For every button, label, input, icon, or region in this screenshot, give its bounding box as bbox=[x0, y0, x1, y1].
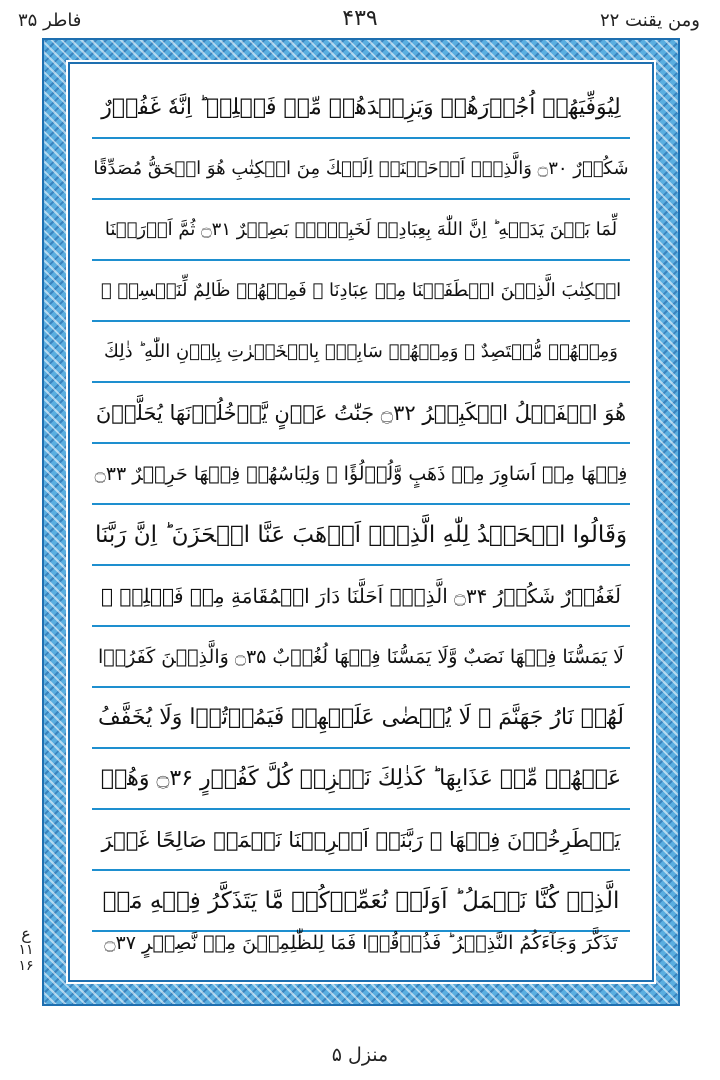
verse-line: لَهُمۡ نَارُ جَهَنَّمَ ۚ لَا یُقۡضٰی عَلَیۡهِمۡ فَیَمُوۡتُوۡا وَلَا یُخَفَّفُ bbox=[92, 688, 630, 749]
verse-line: لَا یَمَسُّنَا فِیۡهَا نَصَبٌ وَّلَا یَمَسُّنَا فِیۡهَا لُغُوۡبٌ ۝۳۵ وَالَّذِیۡنَ كَفَرُوۡا bbox=[92, 627, 630, 688]
verse-line: لَغَفُوۡرٌ شَكُوۡرُ ۝۳۴ الَّذِیۡۤ اَحَلَّنَا دَارَ الۡمُقَامَةِ مِنۡ فَضۡلِهٖ ۚ bbox=[92, 566, 630, 627]
verse-line: وَمِنۡهُمۡ مُّقۡتَصِدٌ ۚ وَمِنۡهُمۡ سَابِقٌۢ بِالۡخَیۡرٰتِ بِاِذۡنِ اللّٰهِ ؕ ذٰلِكَ bbox=[92, 322, 630, 383]
page-header bbox=[0, 0, 720, 40]
verse-line: وَقَالُوا الۡحَمۡدُ لِلّٰهِ الَّذِیۡۤ اَذۡهَبَ عَنَّا الۡحَزَنَ ؕ اِنَّ رَبَّنَا bbox=[92, 505, 630, 566]
verse-lines bbox=[70, 64, 652, 980]
verse-line: لِّمَا بَیۡنَ یَدَیۡهِ ؕ اِنَّ اللّٰهَ بِعِبَادِهٖ لَخَبِیۡرٌۢ بَصِیۡرٌ ۝۳۱ ثُمَّ اَوۡرَثۡنَا bbox=[92, 200, 630, 261]
verse-line: هُوَ الۡفَضۡلُ الۡكَبِیۡرُ ۝۳۲ جَنّٰتُ عَدۡنٍ یَّدۡخُلُوۡنَهَا یُحَلَّوۡنَ bbox=[92, 383, 630, 444]
verse-line: تَذَكَّرَ وَجَآءَكُمُ النَّذِیۡرُ ؕ فَذُوۡقُوۡا فَمَا لِلظّٰلِمِیۡنَ مِنۡ نَّصِیۡرٍ ۝۳۷ bbox=[104, 931, 618, 954]
verse-line: فِیۡهَا مِنۡ اَسَاوِرَ مِنۡ ذَهَبٍ وَّلُؤۡلُؤًا ۚ وَلِبَاسُهُمۡ فِیۡهَا حَرِیۡرٌ ۝۳۳ bbox=[92, 444, 630, 505]
manzil-label: منزل ۵ bbox=[331, 1044, 389, 1066]
ruku-number-bottom: ۱۶ bbox=[18, 958, 34, 974]
ruku-symbol: ع bbox=[21, 924, 31, 943]
verse-line: الَّذِیۡ كُنَّا نَعۡمَلُ ؕ اَوَلَمۡ نُعَمِّرۡكُمۡ مَّا یَتَذَكَّرُ فِیۡهِ مَنۡ bbox=[92, 871, 630, 932]
page-number: ۴۳۹ bbox=[342, 6, 378, 31]
surah-label: فاطر ۳۵ bbox=[18, 10, 82, 31]
text-panel bbox=[68, 62, 654, 982]
verse-line: الۡكِتٰبَ الَّذِیۡنَ اصۡطَفَیۡنَا مِنۡ عِبَادِنَا ۚ فَمِنۡهُمۡ ظَالِمٌ لِّنَفۡسِهٖ ۚ bbox=[92, 261, 630, 322]
ruku-marker bbox=[12, 926, 40, 980]
verse-line: عَنۡهُمۡ مِّنۡ عَذَابِهَا ؕ كَذٰلِكَ نَجۡزِیۡ كُلَّ كَفُوۡرٍ ۝۳۶ وَهُمۡ bbox=[92, 749, 630, 810]
ruku-number-top: ۱۱ bbox=[18, 942, 34, 958]
verse-line: یَصۡطَرِخُوۡنَ فِیۡهَا ۚ رَبَّنَاۤ اَخۡرِجۡنَا نَعۡمَلۡ صَالِحًا غَیۡرَ bbox=[92, 810, 630, 871]
juz-label: ومن یقنت ۲۲ bbox=[599, 10, 700, 31]
verse-line: لِیُوَفِّیَهُمۡ اُجُوۡرَهُمۡ وَیَزِیۡدَهُمۡ مِّنۡ فَضۡلِهٖ ؕ اِنَّهٗ غَفُوۡرٌ bbox=[92, 78, 630, 139]
verse-line: شَكُوۡرٌ ۝۳۰ وَالَّذِیۡۤ اَوۡحَیۡنَاۤ اِلَیۡكَ مِنَ الۡكِتٰبِ هُوَ الۡحَقُّ مُصَدِّقًا bbox=[92, 139, 630, 200]
